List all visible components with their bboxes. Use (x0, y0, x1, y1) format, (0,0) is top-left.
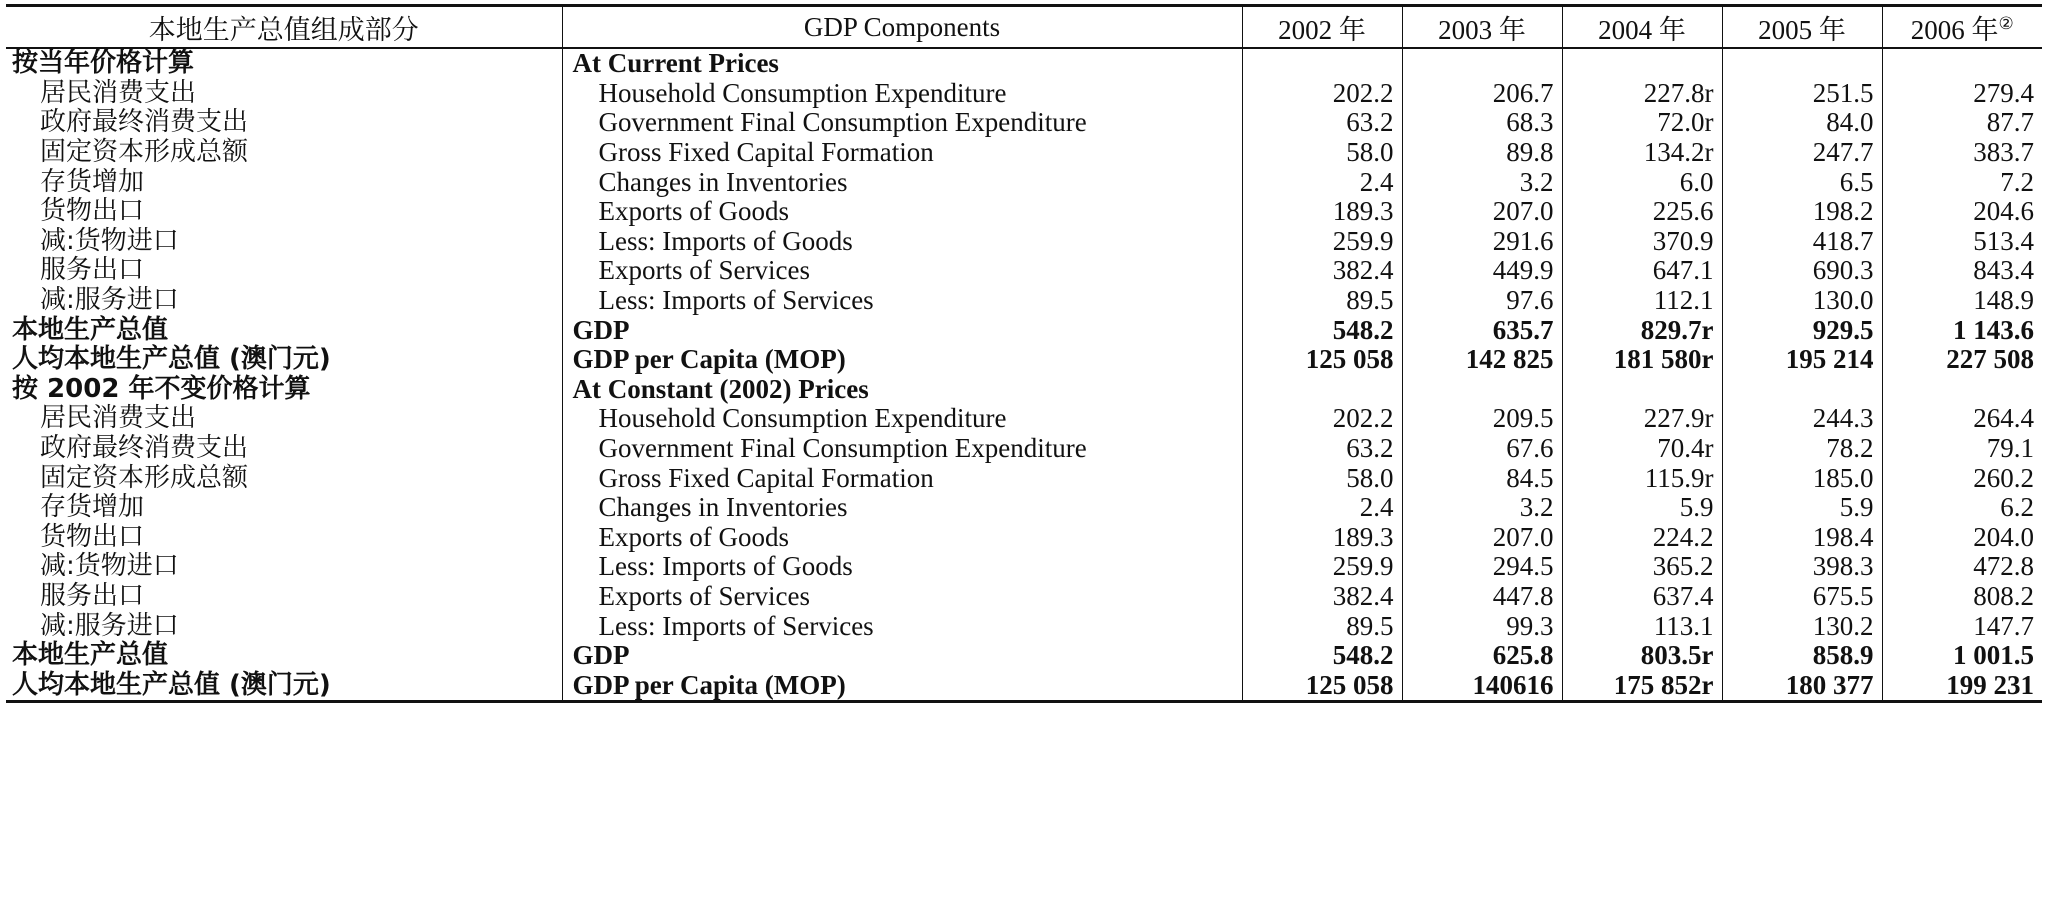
gdp-components-table (6, 4, 2042, 703)
value-cell: 130.2 (1722, 611, 1882, 641)
table-row (6, 493, 2042, 523)
row-label-zh: 人均本地生产总值 (澳门元) (12, 344, 331, 375)
value-cell: 89.8 (1402, 138, 1562, 168)
value-cell: 99.3 (1402, 611, 1562, 641)
value-cell: 2.4 (1242, 493, 1402, 523)
table-row (6, 167, 2042, 197)
value-cell: 175 852r (1562, 670, 1722, 701)
value-cell: 1 001.5 (1882, 641, 2042, 671)
value-cell: 224.2 (1562, 523, 1722, 553)
value-cell: 398.3 (1722, 552, 1882, 582)
value-cell: 115.9r (1562, 463, 1722, 493)
table-row (6, 286, 2042, 316)
row-label-en: Less: Imports of Services (562, 611, 1242, 641)
row-label-zh: 减:服务进口 (40, 285, 179, 316)
value-cell: 142 825 (1402, 345, 1562, 375)
value-cell: 472.8 (1882, 552, 2042, 582)
table-body (6, 48, 2042, 702)
value-cell: 227.8r (1562, 79, 1722, 109)
row-label-zh: 货物出口 (40, 521, 145, 552)
value-cell: 3.2 (1402, 493, 1562, 523)
value-cell: 130.0 (1722, 286, 1882, 316)
value-cell: 843.4 (1882, 256, 2042, 286)
row-label-zh: 减:服务进口 (40, 610, 179, 641)
value-cell: 189.3 (1242, 197, 1402, 227)
value-cell: 6.0 (1562, 167, 1722, 197)
value-cell (1242, 375, 1402, 405)
value-cell: 70.4r (1562, 434, 1722, 464)
row-label-zh: 本地生产总值 (12, 314, 169, 345)
value-cell (1402, 375, 1562, 405)
table-row (6, 434, 2042, 464)
value-cell: 189.3 (1242, 523, 1402, 553)
value-cell (1562, 375, 1722, 405)
row-label-en: Changes in Inventories (562, 167, 1242, 197)
value-cell: 125 058 (1242, 670, 1402, 701)
value-cell: 625.8 (1402, 641, 1562, 671)
value-cell: 58.0 (1242, 463, 1402, 493)
value-cell: 291.6 (1402, 227, 1562, 257)
row-label-zh: 固定资本形成总额 (40, 462, 249, 493)
table-row (6, 582, 2042, 612)
row-label-en: GDP (562, 641, 1242, 671)
row-label-en: Household Consumption Expenditure (562, 79, 1242, 109)
value-cell: 112.1 (1562, 286, 1722, 316)
value-cell: 89.5 (1242, 611, 1402, 641)
row-label-en: Household Consumption Expenditure (562, 404, 1242, 434)
header-year: 2005 年 (1722, 6, 1882, 49)
value-cell: 808.2 (1882, 582, 2042, 612)
value-cell: 195 214 (1722, 345, 1882, 375)
value-cell: 382.4 (1242, 256, 1402, 286)
section-row (6, 48, 2042, 79)
value-cell: 548.2 (1242, 315, 1402, 345)
value-cell: 84.0 (1722, 108, 1882, 138)
value-cell: 204.0 (1882, 523, 2042, 553)
value-cell: 5.9 (1562, 493, 1722, 523)
value-cell: 858.9 (1722, 641, 1882, 671)
value-cell: 247.7 (1722, 138, 1882, 168)
value-cell: 279.4 (1882, 79, 2042, 109)
row-label-zh: 固定资本形成总额 (40, 137, 249, 168)
value-cell: 635.7 (1402, 315, 1562, 345)
header-year-label: 2006 年 (1910, 14, 1999, 45)
value-cell: 2.4 (1242, 167, 1402, 197)
value-cell: 198.2 (1722, 197, 1882, 227)
value-cell: 113.1 (1562, 611, 1722, 641)
table-row (6, 197, 2042, 227)
value-cell: 148.9 (1882, 286, 2042, 316)
value-cell: 548.2 (1242, 641, 1402, 671)
value-cell: 140616 (1402, 670, 1562, 701)
value-cell: 227 508 (1882, 345, 2042, 375)
row-label-en: Gross Fixed Capital Formation (562, 138, 1242, 168)
table-row (6, 552, 2042, 582)
value-cell: 259.9 (1242, 552, 1402, 582)
value-cell: 209.5 (1402, 404, 1562, 434)
value-cell: 202.2 (1242, 79, 1402, 109)
value-cell: 7.2 (1882, 167, 2042, 197)
row-label-en: Exports of Services (562, 582, 1242, 612)
total-row (6, 641, 2042, 671)
value-cell: 690.3 (1722, 256, 1882, 286)
value-cell: 264.4 (1882, 404, 2042, 434)
row-label-zh: 政府最终消费支出 (40, 433, 249, 464)
value-cell: 89.5 (1242, 286, 1402, 316)
value-cell (1402, 48, 1562, 79)
value-cell: 198.4 (1722, 523, 1882, 553)
value-cell: 383.7 (1882, 138, 2042, 168)
value-cell: 225.6 (1562, 197, 1722, 227)
value-cell: 5.9 (1722, 493, 1882, 523)
value-cell: 180 377 (1722, 670, 1882, 701)
value-cell (1882, 375, 2042, 405)
header-en: GDP Components (562, 6, 1242, 49)
table-row (6, 256, 2042, 286)
value-cell (1562, 48, 1722, 79)
row-label-zh: 服务出口 (40, 255, 145, 286)
value-cell: 87.7 (1882, 108, 2042, 138)
row-label-en: Less: Imports of Goods (562, 227, 1242, 257)
value-cell: 68.3 (1402, 108, 1562, 138)
row-label-en: Government Final Consumption Expenditure (562, 108, 1242, 138)
value-cell: 199 231 (1882, 670, 2042, 701)
value-cell: 72.0r (1562, 108, 1722, 138)
value-cell (1242, 48, 1402, 79)
value-cell: 185.0 (1722, 463, 1882, 493)
value-cell: 370.9 (1562, 227, 1722, 257)
row-label-zh: 减:货物进口 (40, 551, 179, 582)
total-row (6, 345, 2042, 375)
row-label-zh: 减:货物进口 (40, 225, 179, 256)
value-cell: 63.2 (1242, 108, 1402, 138)
value-cell: 204.6 (1882, 197, 2042, 227)
value-cell: 675.5 (1722, 582, 1882, 612)
table-row (6, 523, 2042, 553)
row-label-en: Exports of Services (562, 256, 1242, 286)
value-cell: 207.0 (1402, 197, 1562, 227)
value-cell: 147.7 (1882, 611, 2042, 641)
header-row (6, 6, 2042, 49)
value-cell: 3.2 (1402, 167, 1562, 197)
value-cell: 365.2 (1562, 552, 1722, 582)
value-cell: 647.1 (1562, 256, 1722, 286)
total-row (6, 315, 2042, 345)
row-label-en: Exports of Goods (562, 523, 1242, 553)
header-year: 2003 年 (1402, 6, 1562, 49)
row-label-en: Government Final Consumption Expenditure (562, 434, 1242, 464)
row-label-zh: 本地生产总值 (12, 640, 169, 671)
row-label-zh: 居民消费支出 (40, 77, 197, 108)
value-cell: 382.4 (1242, 582, 1402, 612)
value-cell: 78.2 (1722, 434, 1882, 464)
value-cell: 125 058 (1242, 345, 1402, 375)
row-label-en: Less: Imports of Goods (562, 552, 1242, 582)
row-label-zh: 政府最终消费支出 (40, 107, 249, 138)
total-row (6, 670, 2042, 701)
header-year: 2004 年 (1562, 6, 1722, 49)
table-row (6, 79, 2042, 109)
value-cell: 79.1 (1882, 434, 2042, 464)
value-cell (1722, 48, 1882, 79)
row-label-en: Gross Fixed Capital Formation (562, 463, 1242, 493)
header-year-last (1882, 6, 2042, 49)
value-cell: 134.2r (1562, 138, 1722, 168)
value-cell: 803.5r (1562, 641, 1722, 671)
row-label-en: GDP (562, 315, 1242, 345)
value-cell: 449.9 (1402, 256, 1562, 286)
value-cell: 259.9 (1242, 227, 1402, 257)
table-row (6, 227, 2042, 257)
value-cell: 207.0 (1402, 523, 1562, 553)
value-cell: 244.3 (1722, 404, 1882, 434)
row-label-en: Exports of Goods (562, 197, 1242, 227)
section-row (6, 375, 2042, 405)
row-label-zh: 服务出口 (40, 580, 145, 611)
table-row (6, 108, 2042, 138)
value-cell: 63.2 (1242, 434, 1402, 464)
table-row (6, 404, 2042, 434)
row-label-en: GDP per Capita (MOP) (562, 345, 1242, 375)
footnote-marker: ② (1998, 13, 2014, 33)
value-cell (1722, 375, 1882, 405)
table-row (6, 463, 2042, 493)
value-cell: 260.2 (1882, 463, 2042, 493)
value-cell: 67.6 (1402, 434, 1562, 464)
value-cell: 294.5 (1402, 552, 1562, 582)
row-label-en: GDP per Capita (MOP) (562, 670, 1242, 701)
table-row (6, 138, 2042, 168)
value-cell: 206.7 (1402, 79, 1562, 109)
row-label-zh: 货物出口 (40, 196, 145, 227)
row-label-zh: 存货增加 (40, 166, 145, 197)
value-cell: 6.5 (1722, 167, 1882, 197)
value-cell: 929.5 (1722, 315, 1882, 345)
value-cell: 513.4 (1882, 227, 2042, 257)
row-label-en: At Current Prices (562, 48, 1242, 79)
row-label-zh: 人均本地生产总值 (澳门元) (6, 670, 562, 701)
value-cell: 1 143.6 (1882, 315, 2042, 345)
row-label-zh: 按 2002 年不变价格计算 (12, 373, 311, 404)
value-cell: 251.5 (1722, 79, 1882, 109)
value-cell: 58.0 (1242, 138, 1402, 168)
value-cell: 447.8 (1402, 582, 1562, 612)
value-cell: 6.2 (1882, 493, 2042, 523)
value-cell (1882, 48, 2042, 79)
value-cell: 418.7 (1722, 227, 1882, 257)
table-row (6, 611, 2042, 641)
row-label-en: Less: Imports of Services (562, 286, 1242, 316)
row-label-zh: 居民消费支出 (40, 403, 197, 434)
value-cell: 181 580r (1562, 345, 1722, 375)
row-label-zh: 存货增加 (40, 492, 145, 523)
row-label-en: Changes in Inventories (562, 493, 1242, 523)
row-label-zh: 按当年价格计算 (12, 48, 195, 79)
row-label-en: At Constant (2002) Prices (562, 375, 1242, 405)
value-cell: 227.9r (1562, 404, 1722, 434)
value-cell: 637.4 (1562, 582, 1722, 612)
value-cell: 84.5 (1402, 463, 1562, 493)
header-zh: 本地生产总值组成部分 (6, 6, 562, 49)
value-cell: 97.6 (1402, 286, 1562, 316)
header-year: 2002 年 (1242, 6, 1402, 49)
value-cell: 202.2 (1242, 404, 1402, 434)
value-cell: 829.7r (1562, 315, 1722, 345)
